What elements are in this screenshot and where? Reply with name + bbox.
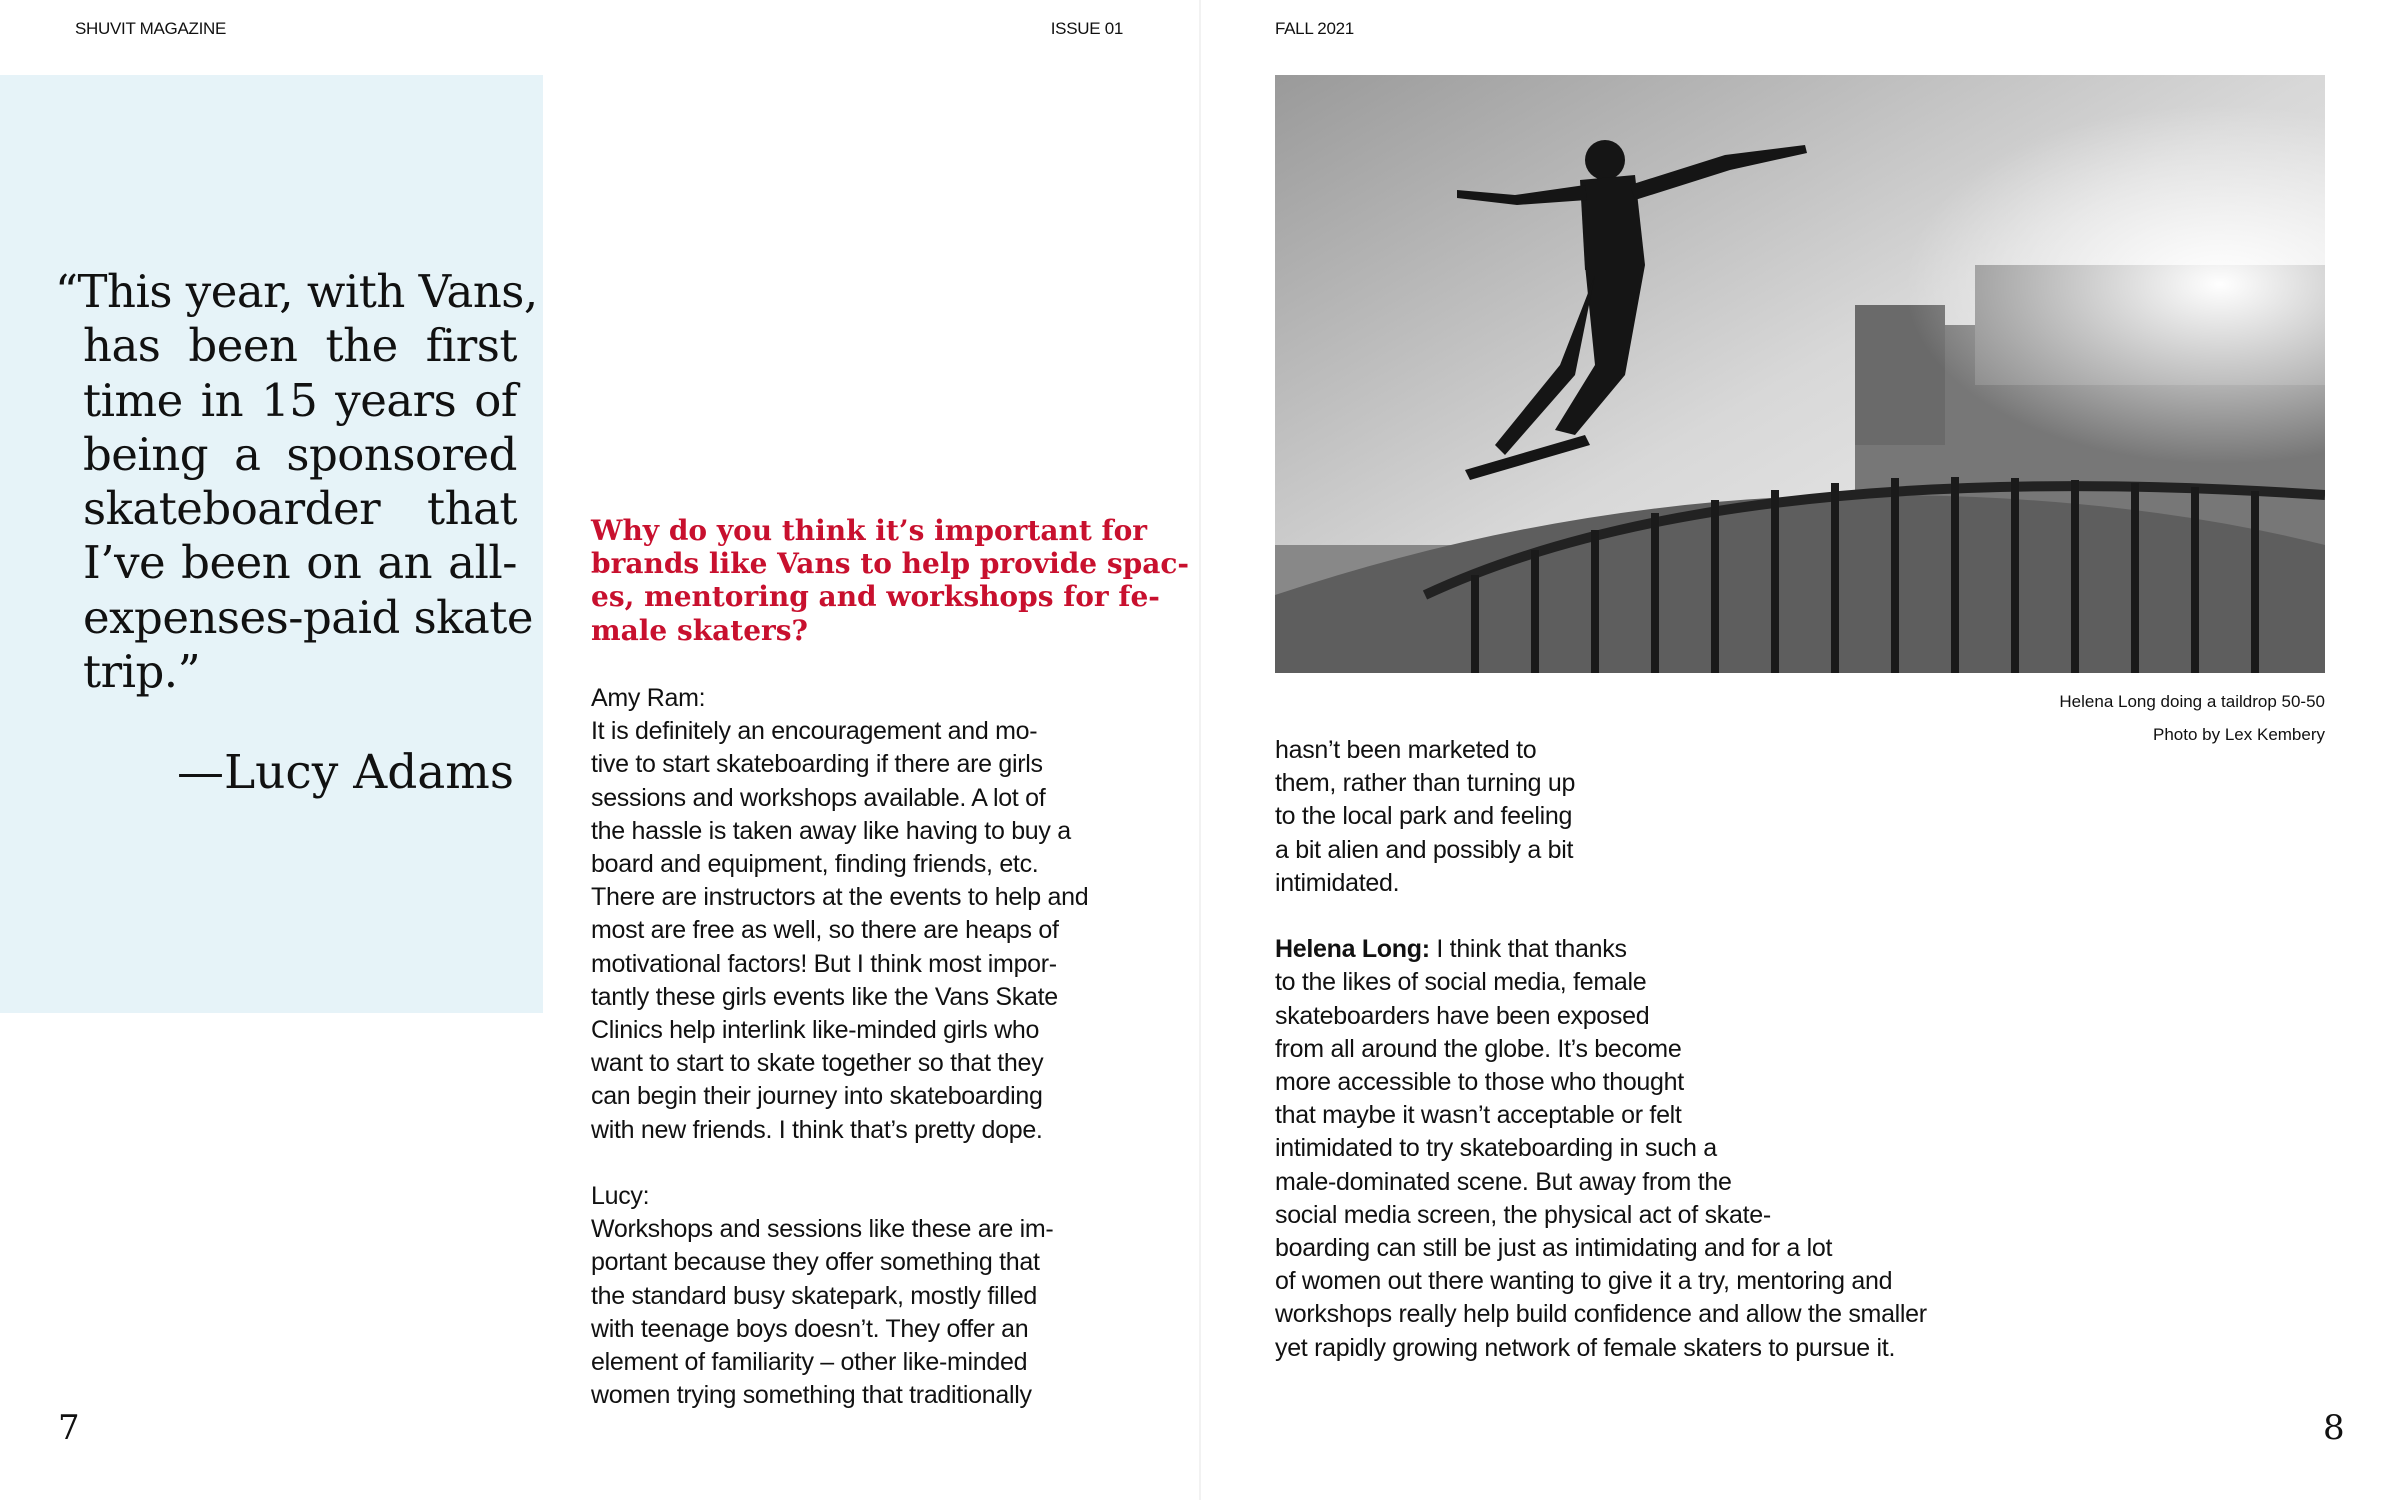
pull-quote-line: I’ve been on an all- [83, 536, 517, 590]
body-line: element of familiarity – other like-minded [591, 1348, 1028, 1377]
pull-quote-line: trip.” [83, 645, 201, 699]
pull-quote-line: skateboarder that [83, 482, 517, 536]
speaker-name: Helena Long: [1275, 935, 1430, 964]
body-line: of women out there wanting to give it a try, mentoring and [1275, 1267, 1893, 1296]
pull-quote [55, 265, 538, 699]
page-number-left: 7 [58, 1408, 80, 1448]
speaker-name: Amy Ram: [591, 684, 706, 712]
page-spine-divider [1199, 0, 1201, 1500]
body-line: yet rapidly growing network of female skaters to pursue it. [1275, 1333, 1896, 1362]
body-line: that maybe it wasn’t acceptable or felt [1275, 1101, 1682, 1130]
skater-photo [1275, 75, 2325, 673]
body-line: motivational factors! But I think most impor- [591, 949, 1057, 978]
paragraph-gap [591, 1147, 1125, 1180]
magazine-name: SHUVIT MAGAZINE [75, 19, 227, 38]
body-line: most are free as well, so there are heaps of [591, 916, 1059, 945]
photo-caption: Helena Long doing a taildrop 50-50 [2059, 692, 2325, 711]
interview-question [591, 514, 1190, 647]
body-line: skateboarders have been exposed [1275, 1001, 1650, 1030]
body-line: Workshops and sessions like these are im- [591, 1215, 1054, 1244]
body-line: the standard busy skatepark, mostly filled [591, 1281, 1037, 1310]
pull-quote-line: has been the first [83, 319, 517, 373]
pull-quote-line: being a sponsored [83, 427, 517, 481]
pull-quote-line: “This year, with Vans, [55, 265, 538, 318]
body-line: a bit alien and possibly a bit [1275, 835, 1574, 864]
left-article-column [591, 682, 1125, 1412]
page-number-right: 8 [2323, 1408, 2345, 1448]
pull-quote-line: expenses-paid skate [83, 590, 533, 644]
pull-quote-attribution: —Lucy Adams [176, 745, 514, 800]
body-line: workshops really help build confidence and allow the smaller [1275, 1300, 1927, 1329]
body-line: with teenage boys doesn’t. They offer an [591, 1314, 1029, 1343]
season-label: FALL 2021 [1275, 19, 1354, 38]
body-line: male-dominated scene. But away from the [1275, 1167, 1732, 1196]
question-line: es, mentoring and workshops for fe- [591, 580, 1160, 614]
body-line: from all around the globe. It’s become [1275, 1034, 1682, 1063]
body-line: board and equipment, finding friends, etc. [591, 850, 1039, 879]
body-line: Clinics help interlink like-minded girls who [591, 1016, 1040, 1045]
body-line: intimidated to try skateboarding in such a [1275, 1134, 1717, 1163]
right-article-column [1275, 734, 1927, 1365]
paragraph-gap [1275, 900, 1927, 933]
body-line: women trying something that traditionally [591, 1381, 1032, 1410]
body-line: It is definitely an encouragement and mo- [591, 717, 1038, 746]
body-line: the hassle is taken away like having to buy a [591, 816, 1071, 845]
body-line: to the likes of social media, female [1275, 968, 1647, 997]
issue-label: ISSUE 01 [1050, 19, 1123, 38]
body-line: intimidated. [1275, 868, 1400, 897]
body-line: tantly these girls events like the Vans Skate [591, 982, 1058, 1011]
body-line: them, rather than turning up [1275, 769, 1576, 798]
body-line: more accessible to those who thought [1275, 1068, 1684, 1097]
body-line: to the local park and feeling [1275, 802, 1573, 831]
question-line: Why do you think it’s important for [591, 514, 1147, 547]
body-line: tive to start skateboarding if there are girls [591, 750, 1043, 779]
body-text: I think that thanks [1429, 935, 1627, 964]
photo-credit: Photo by Lex Kembery [2153, 725, 2325, 744]
question-line: brands like Vans to help provide spac- [591, 547, 1190, 581]
body-line: There are instructors at the events to help and [591, 883, 1089, 912]
body-line: sessions and workshops available. A lot of [591, 783, 1046, 812]
pull-quote-line: time in 15 years of [83, 373, 517, 427]
body-line: portant because they offer something that [591, 1248, 1040, 1277]
body-line: want to start to skate together so that they [591, 1049, 1044, 1078]
question-line: male skaters? [591, 613, 808, 647]
body-line: with new friends. I think that’s pretty dope. [591, 1115, 1043, 1144]
body-line: boarding can still be just as intimidating and for a lot [1275, 1234, 1833, 1263]
speaker-name: Lucy: [591, 1182, 650, 1211]
body-line: social media screen, the physical act of skate- [1275, 1200, 1771, 1229]
body-line: hasn’t been marketed to [1275, 736, 1537, 764]
body-line [1275, 933, 1927, 966]
body-line: can begin their journey into skateboarding [591, 1082, 1043, 1111]
